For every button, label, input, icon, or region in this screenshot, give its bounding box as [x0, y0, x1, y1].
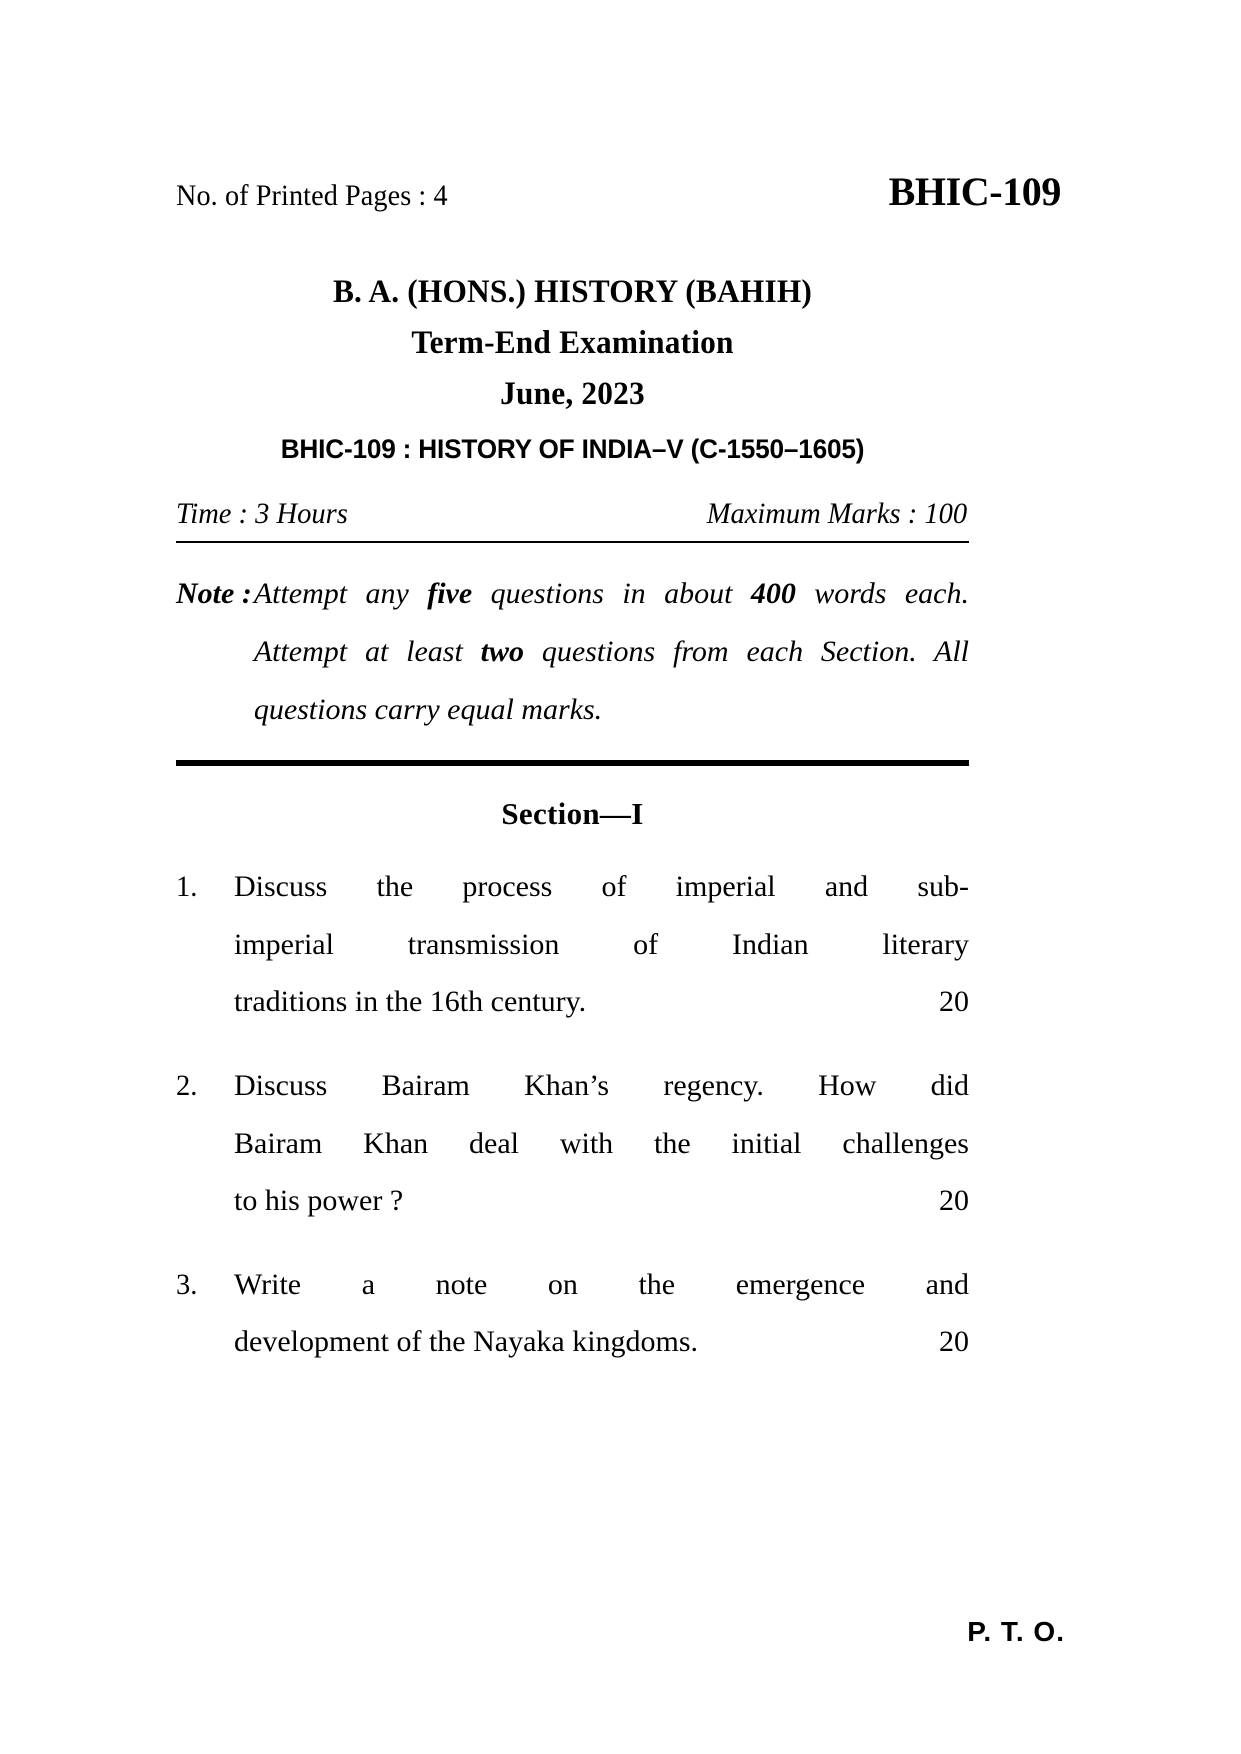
question-item-1 [176, 858, 969, 1031]
note-emphasis-two: two [480, 635, 525, 669]
exam-type-title: Term-End Examination [411, 325, 734, 362]
title-block [176, 267, 969, 420]
note-emphasis-400: 400 [750, 577, 796, 611]
question-3-line-1: Write a note on the emergence and [234, 1267, 969, 1301]
question-2-line-3: to his power ? [234, 1184, 404, 1218]
note-text-part-5: carry equal marks. [374, 692, 603, 726]
question-2-marks: 20 [939, 1184, 969, 1218]
subject-code-title: BHIC-109 : HISTORY OF INDIA–V (C-1550–1605) [280, 434, 865, 465]
exam-info-row [176, 497, 969, 531]
note-text [254, 565, 969, 738]
printed-pages-label: No. of Printed Pages : 4 [176, 179, 448, 212]
question-1-line-3: traditions in the 16th century. [234, 985, 587, 1019]
note-label: Note : [176, 577, 252, 611]
question-text-3 [234, 1256, 969, 1371]
question-2-last-line [234, 1172, 969, 1230]
note-text-part-4: questions from each Section. All questions [253, 635, 970, 726]
divider-rule-top [176, 541, 969, 543]
question-number-2: 2. [176, 1068, 198, 1102]
page-header [176, 168, 1061, 215]
note-emphasis-five: five [427, 577, 473, 611]
note-block [176, 565, 969, 738]
question-3-last-line [234, 1313, 969, 1371]
question-3-line-2: development of the Nayaka kingdoms. [234, 1325, 699, 1359]
note-text-part-2: questions in about [472, 577, 733, 611]
note-text-part-3: words each. Attempt at least [253, 577, 969, 669]
question-1-marks: 20 [939, 985, 969, 1019]
question-number-3: 3. [176, 1267, 198, 1301]
question-2-line-1: Discuss Bairam Khan’s regency. How did [234, 1068, 969, 1102]
question-text-2 [234, 1057, 969, 1230]
exam-session-title: June, 2023 [500, 376, 645, 413]
question-number-1: 1. [176, 870, 198, 904]
question-1-line-1: Discuss the process of imperial and sub- [234, 870, 969, 904]
question-item-3 [176, 1256, 969, 1371]
note-text-part-1: Attempt any [253, 577, 428, 611]
question-1-last-line [234, 973, 969, 1031]
question-text-1 [234, 858, 969, 1031]
question-item-2 [176, 1057, 969, 1230]
question-1-line-2: imperial transmission of Indian literary [234, 927, 969, 961]
question-3-marks: 20 [939, 1325, 969, 1359]
programme-title: B. A. (HONS.) HISTORY (BAHIH) [332, 274, 813, 310]
section-heading-1: Section—I [501, 796, 644, 832]
divider-rule-double [176, 760, 969, 766]
page-turn-over-label: P. T. O. [967, 1616, 1065, 1647]
paper-code-label: BHIC-109 [888, 169, 1061, 214]
exam-maximum-marks: Maximum Marks : 100 [706, 497, 967, 531]
exam-duration: Time : 3 Hours [176, 497, 348, 531]
question-2-line-2: Bairam Khan deal with the initial challenges [234, 1126, 969, 1160]
